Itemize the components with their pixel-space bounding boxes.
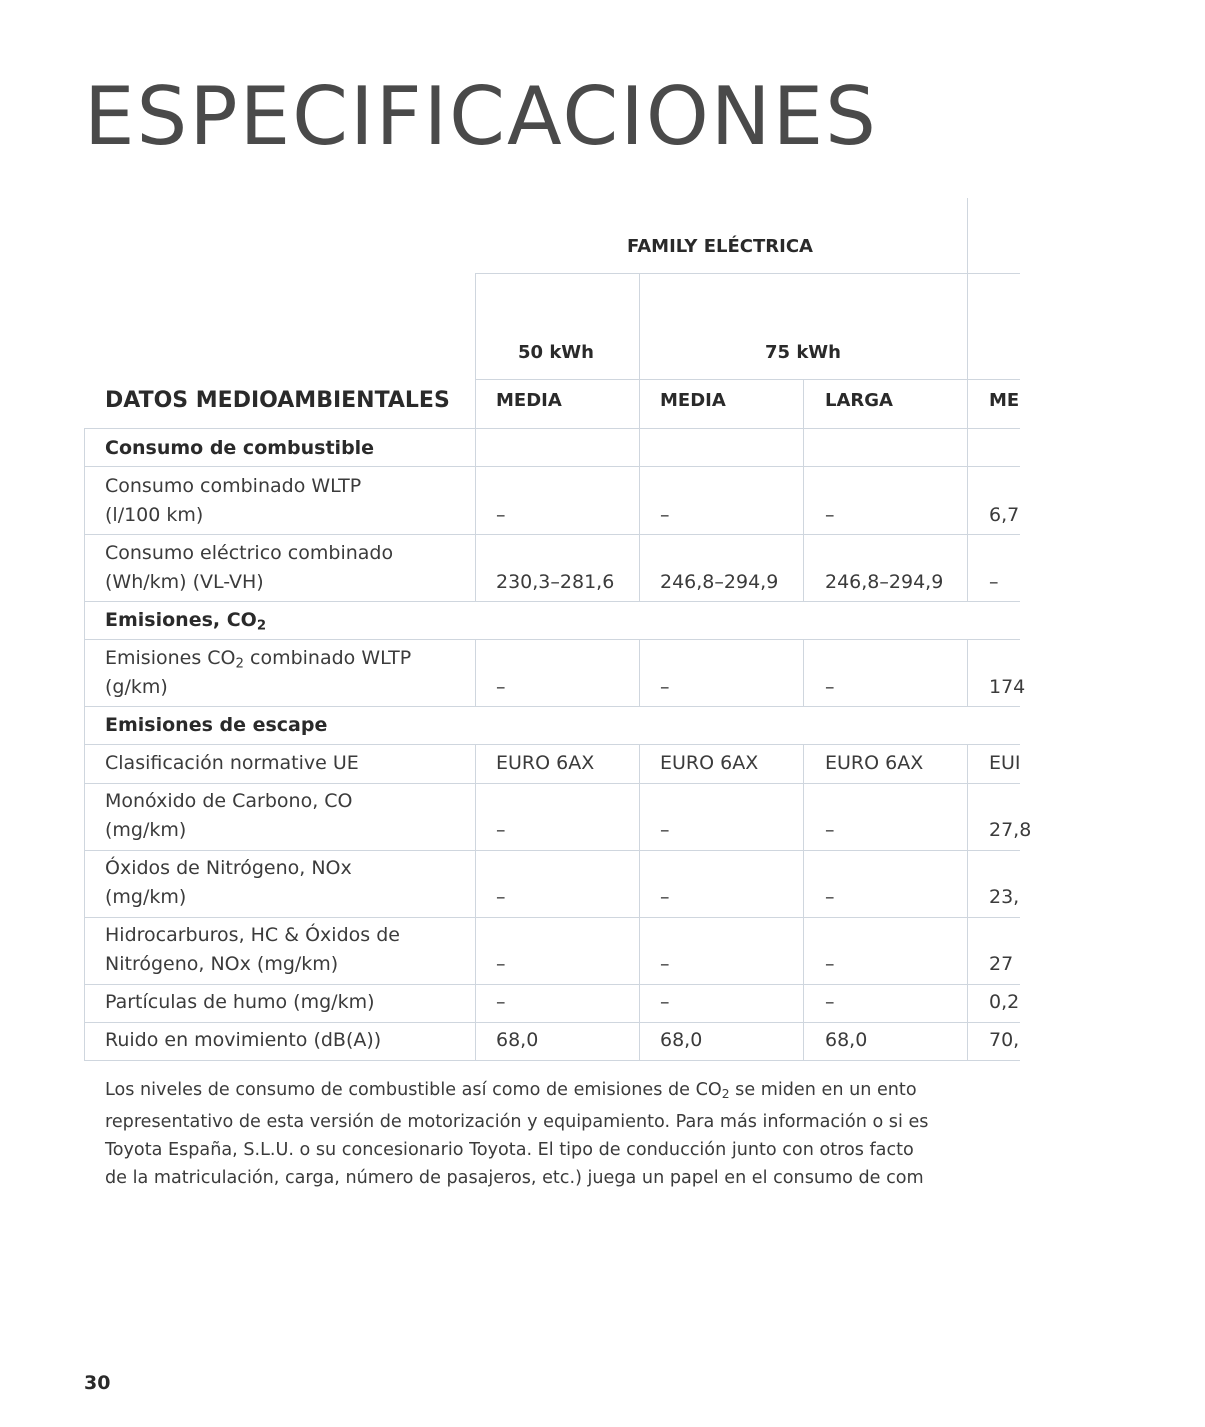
table-cell: –	[496, 819, 506, 841]
table-cell: EURO 6AX	[660, 752, 759, 774]
grid-line	[803, 745, 804, 1060]
footnote-line: Toyota España, S.L.U. o su concesionario Toyota. El tipo de conducción junto con otros facto	[105, 1140, 914, 1161]
row-label: Hidrocarburos, HC & Óxidos de	[105, 924, 400, 946]
grid-line	[967, 745, 968, 1060]
table-cell: –	[989, 571, 999, 593]
grid-line	[84, 601, 1020, 602]
grid-line	[475, 745, 476, 1060]
grid-line	[639, 640, 640, 707]
table-cell: 0,2	[989, 991, 1020, 1013]
grid-line	[475, 274, 476, 466]
table-cell: 68,0	[660, 1029, 703, 1051]
section-exhaust: Emisiones de escape	[105, 714, 328, 736]
grid-line	[967, 640, 968, 707]
table-cell: 27	[989, 953, 1014, 975]
table-cell: –	[496, 504, 506, 526]
table-cell: –	[660, 886, 670, 908]
table-cell: 174	[989, 676, 1026, 698]
table-cell: –	[660, 504, 670, 526]
row-label: Monóxido de Carbono, CO	[105, 790, 353, 812]
col-header: ME	[989, 390, 1020, 411]
row-label: (Wh/km) (VL-VH)	[105, 571, 264, 593]
table-cell: –	[496, 991, 506, 1013]
row-label: Óxidos de Nitrógeno, NOx	[105, 857, 352, 879]
footnote-line	[105, 1076, 1205, 1108]
group-header: FAMILY ELÉCTRICA	[627, 236, 813, 257]
subscript: 2	[235, 656, 244, 672]
section-emissions-label: Emisiones, CO	[105, 609, 257, 631]
grid-line	[84, 917, 1020, 918]
table-cell: EURO 6AX	[825, 752, 924, 774]
table-cell: –	[660, 991, 670, 1013]
footnote	[105, 1076, 1205, 1192]
table-cell: 246,8–294,9	[825, 571, 944, 593]
grid-line	[84, 1022, 1020, 1023]
grid-line	[84, 744, 1020, 745]
footnote-text: Los niveles de consumo de combustible así como de emisiones de CO	[105, 1080, 722, 1100]
grid-line	[84, 984, 1020, 985]
col-header: MEDIA	[496, 390, 562, 411]
battery-50-header: 50 kWh	[518, 342, 594, 363]
grid-line	[84, 1060, 1020, 1061]
table-cell: 6,7	[989, 504, 1020, 526]
table-cell: 68,0	[496, 1029, 539, 1051]
grid-line	[475, 379, 1020, 380]
page-title: ESPECIFICACIONES	[84, 70, 878, 163]
page-number: 30	[84, 1372, 111, 1394]
grid-line	[967, 198, 968, 466]
grid-line	[639, 745, 640, 1060]
grid-line	[84, 639, 1020, 640]
col-header: LARGA	[825, 390, 893, 411]
footnote-line: de la matriculación, carga, número de pasajeros, etc.) juega un papel en el consumo de com	[105, 1168, 924, 1189]
footnote-text: se miden en un ento	[729, 1080, 917, 1100]
table-cell: –	[660, 953, 670, 975]
section-fuel: Consumo de combustible	[105, 437, 375, 459]
row-label: (g/km)	[105, 676, 168, 698]
table-cell: 70,	[989, 1029, 1020, 1051]
table-cell: –	[825, 991, 835, 1013]
grid-line	[84, 706, 1020, 707]
grid-line	[84, 783, 1020, 784]
table-cell: –	[660, 819, 670, 841]
table-cell: –	[660, 676, 670, 698]
row-label: Consumo eléctrico combinado	[105, 542, 394, 564]
table-cell: –	[825, 676, 835, 698]
table-cell: EUI	[989, 752, 1021, 774]
table-cell: 246,8–294,9	[660, 571, 779, 593]
table-cell: –	[496, 676, 506, 698]
grid-line	[84, 466, 1020, 467]
row-label: (mg/km)	[105, 819, 187, 841]
grid-line	[84, 850, 1020, 851]
grid-line	[803, 380, 804, 466]
row-label: Consumo combinado WLTP	[105, 475, 362, 497]
table-cell: 23,	[989, 886, 1020, 908]
grid-line	[475, 640, 476, 707]
subscript: 2	[256, 618, 267, 634]
row-label	[105, 647, 411, 671]
battery-75-header: 75 kWh	[765, 342, 841, 363]
row-label: Nitrógeno, NOx (mg/km)	[105, 953, 339, 975]
section-emissions	[105, 609, 266, 633]
grid-line	[639, 274, 640, 466]
table-cell: –	[496, 886, 506, 908]
row-label: Partículas de humo (mg/km)	[105, 991, 375, 1013]
footnote-line: representativo de esta versión de motorización y equipamiento. Para más información o si es	[105, 1112, 929, 1133]
table-cell: 27,8	[989, 819, 1032, 841]
table-cell: –	[496, 953, 506, 975]
table-section-title: DATOS MEDIOAMBIENTALES	[105, 388, 450, 413]
table-cell: –	[825, 886, 835, 908]
table-cell: –	[825, 953, 835, 975]
row-label: (l/100 km)	[105, 504, 204, 526]
grid-line	[803, 640, 804, 707]
grid-line	[84, 534, 1020, 535]
subscript: 2	[721, 1087, 730, 1102]
table-cell: –	[825, 504, 835, 526]
row-label: Clasificación normative UE	[105, 752, 359, 774]
table-cell: –	[825, 819, 835, 841]
row-label: Ruido en movimiento (dB(A))	[105, 1029, 382, 1051]
row-label-part: combinado WLTP	[243, 647, 412, 669]
row-label-part: Emisiones CO	[105, 647, 236, 669]
table-cell: 230,3–281,6	[496, 571, 615, 593]
table-cell: EURO 6AX	[496, 752, 595, 774]
grid-line	[84, 428, 1020, 429]
grid-line	[475, 273, 1020, 274]
col-header: MEDIA	[660, 390, 726, 411]
table-cell: 68,0	[825, 1029, 868, 1051]
row-label: (mg/km)	[105, 886, 187, 908]
